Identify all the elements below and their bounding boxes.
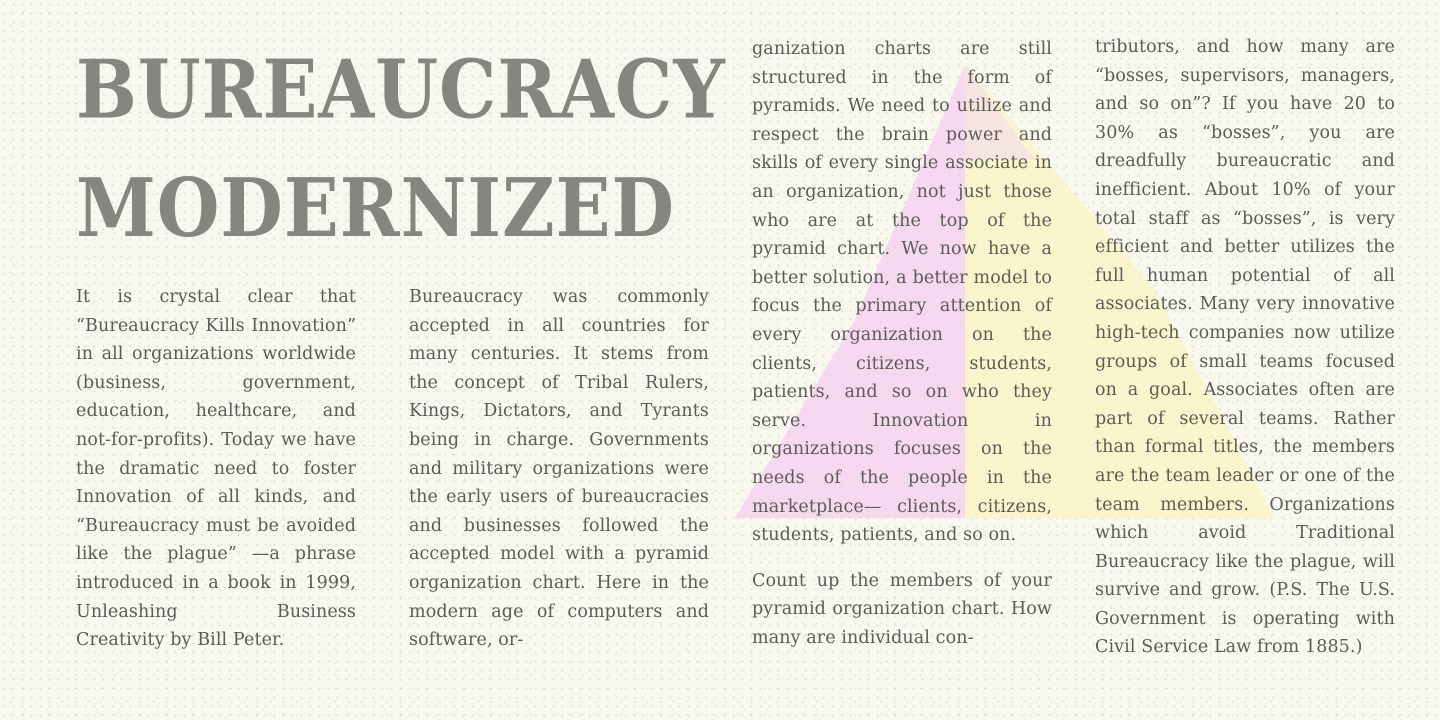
text-column-2 bbox=[409, 283, 709, 655]
text-column-3 bbox=[752, 35, 1052, 652]
title-line-1: BUREAUCRACY bbox=[76, 41, 726, 137]
column-3-paragraph-2: Count up the members of your pyramid organization chart. How many are individual con- bbox=[752, 570, 1052, 648]
column-3-paragraph-1: ganization charts are still structured in the form of pyramids. We need to utilize and respect the brain power and skills of every single associate in an organization, not just those who are at the top of the pyramid chart. We now have a better solution, a better model to focus the primary attention of every organization on the clients, citizens, students, patients, and so on who they serve. Innovation in organizations focuses on the needs of the people in the marketplace— clients, citizens, students, patients, and so on. bbox=[752, 39, 1052, 546]
page-title bbox=[76, 30, 726, 267]
column-2-paragraph: Bureaucracy was commonly accepted in all countries for many centuries. It stems from the concept of Tribal Rulers, Kings, Dictators, and Tyrants being in charge. Governments and military organizations were the early users of bureaucracies and businesses followed the accepted model with a pyramid organization chart. Here in the modern age of computers and software, or- bbox=[409, 287, 709, 651]
text-column-4 bbox=[1095, 33, 1395, 662]
text-column-1 bbox=[76, 283, 356, 655]
column-1-paragraph: It is crystal clear that “Bureaucracy Kills Innovation” in all organizations worldwide (business, government, education, healthcare, and not-for-profits). Today we have the dramatic need to foster Innovation of all kinds, and “Bureaucracy must be avoided like the plague” —a phrase introduced in a book in 1999, Unleashing Business Creativity by Bill Peter. bbox=[76, 287, 356, 651]
column-4-paragraph: tributors, and how many are “bosses, supervisors, managers, and so on”? If you have 20 to 30% as “bosses”, you are dreadfully bureaucratic and inefficient. About 10% of your total staff as “bosses”, is very efficient and better utilizes the full human potential of all associates. Many very innovative high-tech companies now utilize groups of small teams focused on a goal. Associates often are part of several teams. Rather than formal titles, the members are the team leader or one of the team members. Organizations which avoid Traditional Bureaucracy like the plague, will survive and grow. (P.S. The U.S. Government is operating with Civil Service Law from 1885.) bbox=[1095, 37, 1395, 658]
title-line-2: MODERNIZED bbox=[76, 159, 675, 256]
